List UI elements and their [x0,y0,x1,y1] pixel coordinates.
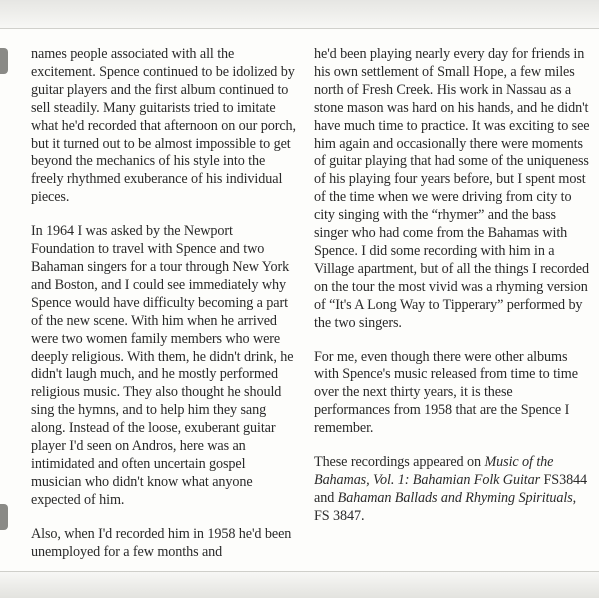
page-bottom-edge [0,571,599,598]
catalog-number: , FS 3847. [314,489,577,524]
binding-mark-bottom [0,504,8,530]
paragraph: For me, even though there were other albums with Spence's music released from time to time over the next thirty years, it is these performances from 1958 that are the Spence I remember. [314,348,578,437]
page-top-edge [0,0,599,29]
paragraph: he'd been playing nearly every day for friends in his own settlement of Small Hope, a few miles north of Fresh Creek. His work in Nassau as a stone mason was hard on his hands, and he didn't have much time to practice. It was exciting to see him again and occasionally there were moments of guitar playing that had some of the uniqueness of his playing four years before, but I spent most of the time when we were driving from city to city singing with the “rhymer” and the bass singer who had come from the Bahamas with Spence. I did some recording with him in a Village apartment, but of all the things I recorded on the tour the most vivid was a rhyming version of “It's A Long Way to Tipperary” performed by the two singers. [314,46,590,331]
paragraph: In 1964 I was asked by the Newport Foundation to travel with Spence and two Bahaman singers for a tour through New York and Boston, and I could see immediately why Spence would have difficulty becoming a part of the new scene. With him when he arrived were two women family members who were deeply religious. With them, he didn't drink, he didn't laugh much, and he mostly performed religious music. They also thought he should sing the hymns, and to help him they sang along. Instead of the loose, exuberant guitar player I'd seen on Andros, here was an intimidated and often uncertain gospel musician who didn't know what anyone expected of him. [31,223,294,508]
left-column [31,46,299,577]
album-title: Music of the Bahamas, Vol. 1: Bahamian Folk Guitar [314,454,554,488]
paragraph: Also, when I'd recorded him in 1958 he'd been unemployed for a few months and [31,525,292,560]
right-column [314,46,590,542]
recordings-note [314,454,590,526]
paragraph: names people associated with all the excitement. Spence continued to be idolized by guitar players and the first album continued to sell steadily. Many guitarists tried to imitate what he'd recorded that afternoon on our porch, but it turned out to be almost impossible to get beyond the mechanics of his style into the freely rhythmed exuberance of his individual pieces. [31,46,296,206]
catalog-number: FS3844 and [314,471,588,506]
album-title: Bahaman Ballads and Rhyming Spirituals [337,489,573,506]
note-text: These recordings appeared on [314,454,485,471]
binding-mark-top [0,48,8,74]
